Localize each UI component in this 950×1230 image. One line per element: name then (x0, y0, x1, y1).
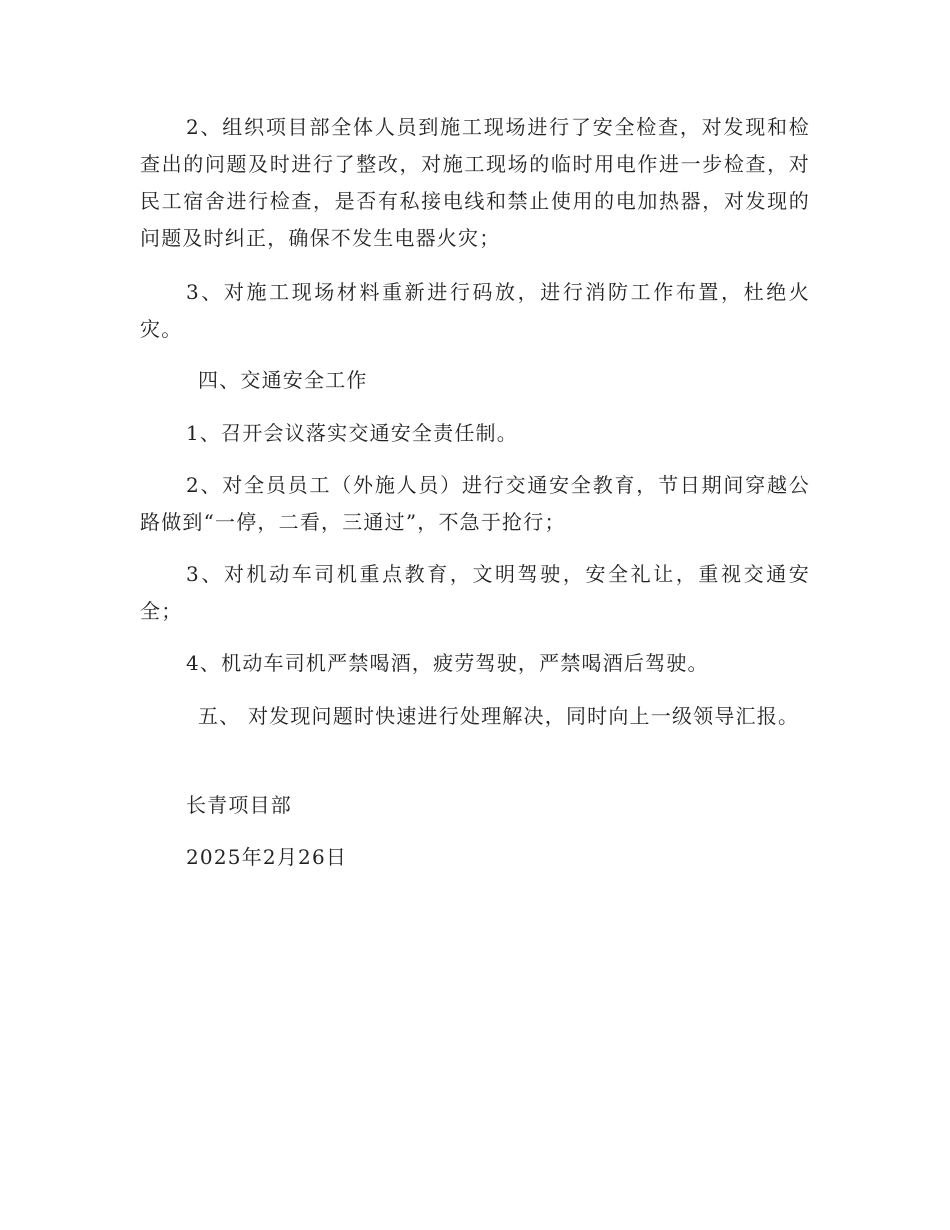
paragraph-material-stacking: 3、对施工现场材料重新进行码放，进行消防工作布置，杜绝火灾。 (140, 280, 810, 341)
paragraph-traffic-education: 2、对全员员工（外施人员）进行交通安全教育，节日期间穿越公路做到“一停，二看，三通过”，不急于抢行； (140, 473, 810, 534)
paragraph-no-drinking: 4、机动车司机严禁喝酒，疲劳驾驶，严禁喝酒后驾驶。 (186, 651, 709, 675)
paragraph-driver-education: 3、对机动车司机重点教育，文明驾驶，安全礼让，重视交通安全； (140, 562, 810, 623)
paragraph-traffic-responsibility: 1、召开会议落实交通安全责任制。 (186, 421, 518, 445)
section-heading-traffic-safety: 四、交通安全工作 (198, 368, 368, 392)
signature-date: 2025年2月26日 (186, 845, 348, 869)
paragraph-fire-inspection: 2、组织项目部全体人员到施工现场进行了安全检查，对发现和检查出的问题及时进行了整改，对施工现场的临时用电作进一步检查，对民工宿舍进行检查，是否有私接电线和禁止使用的电加热器，对发现的问题及时纠正，确保不发生电器火灾； (140, 115, 810, 250)
paragraph-report-problems: 五、 对发现问题时快速进行处理解决，同时向上一级领导汇报。 (198, 704, 800, 728)
signature-organization: 长青项目部 (186, 793, 292, 817)
